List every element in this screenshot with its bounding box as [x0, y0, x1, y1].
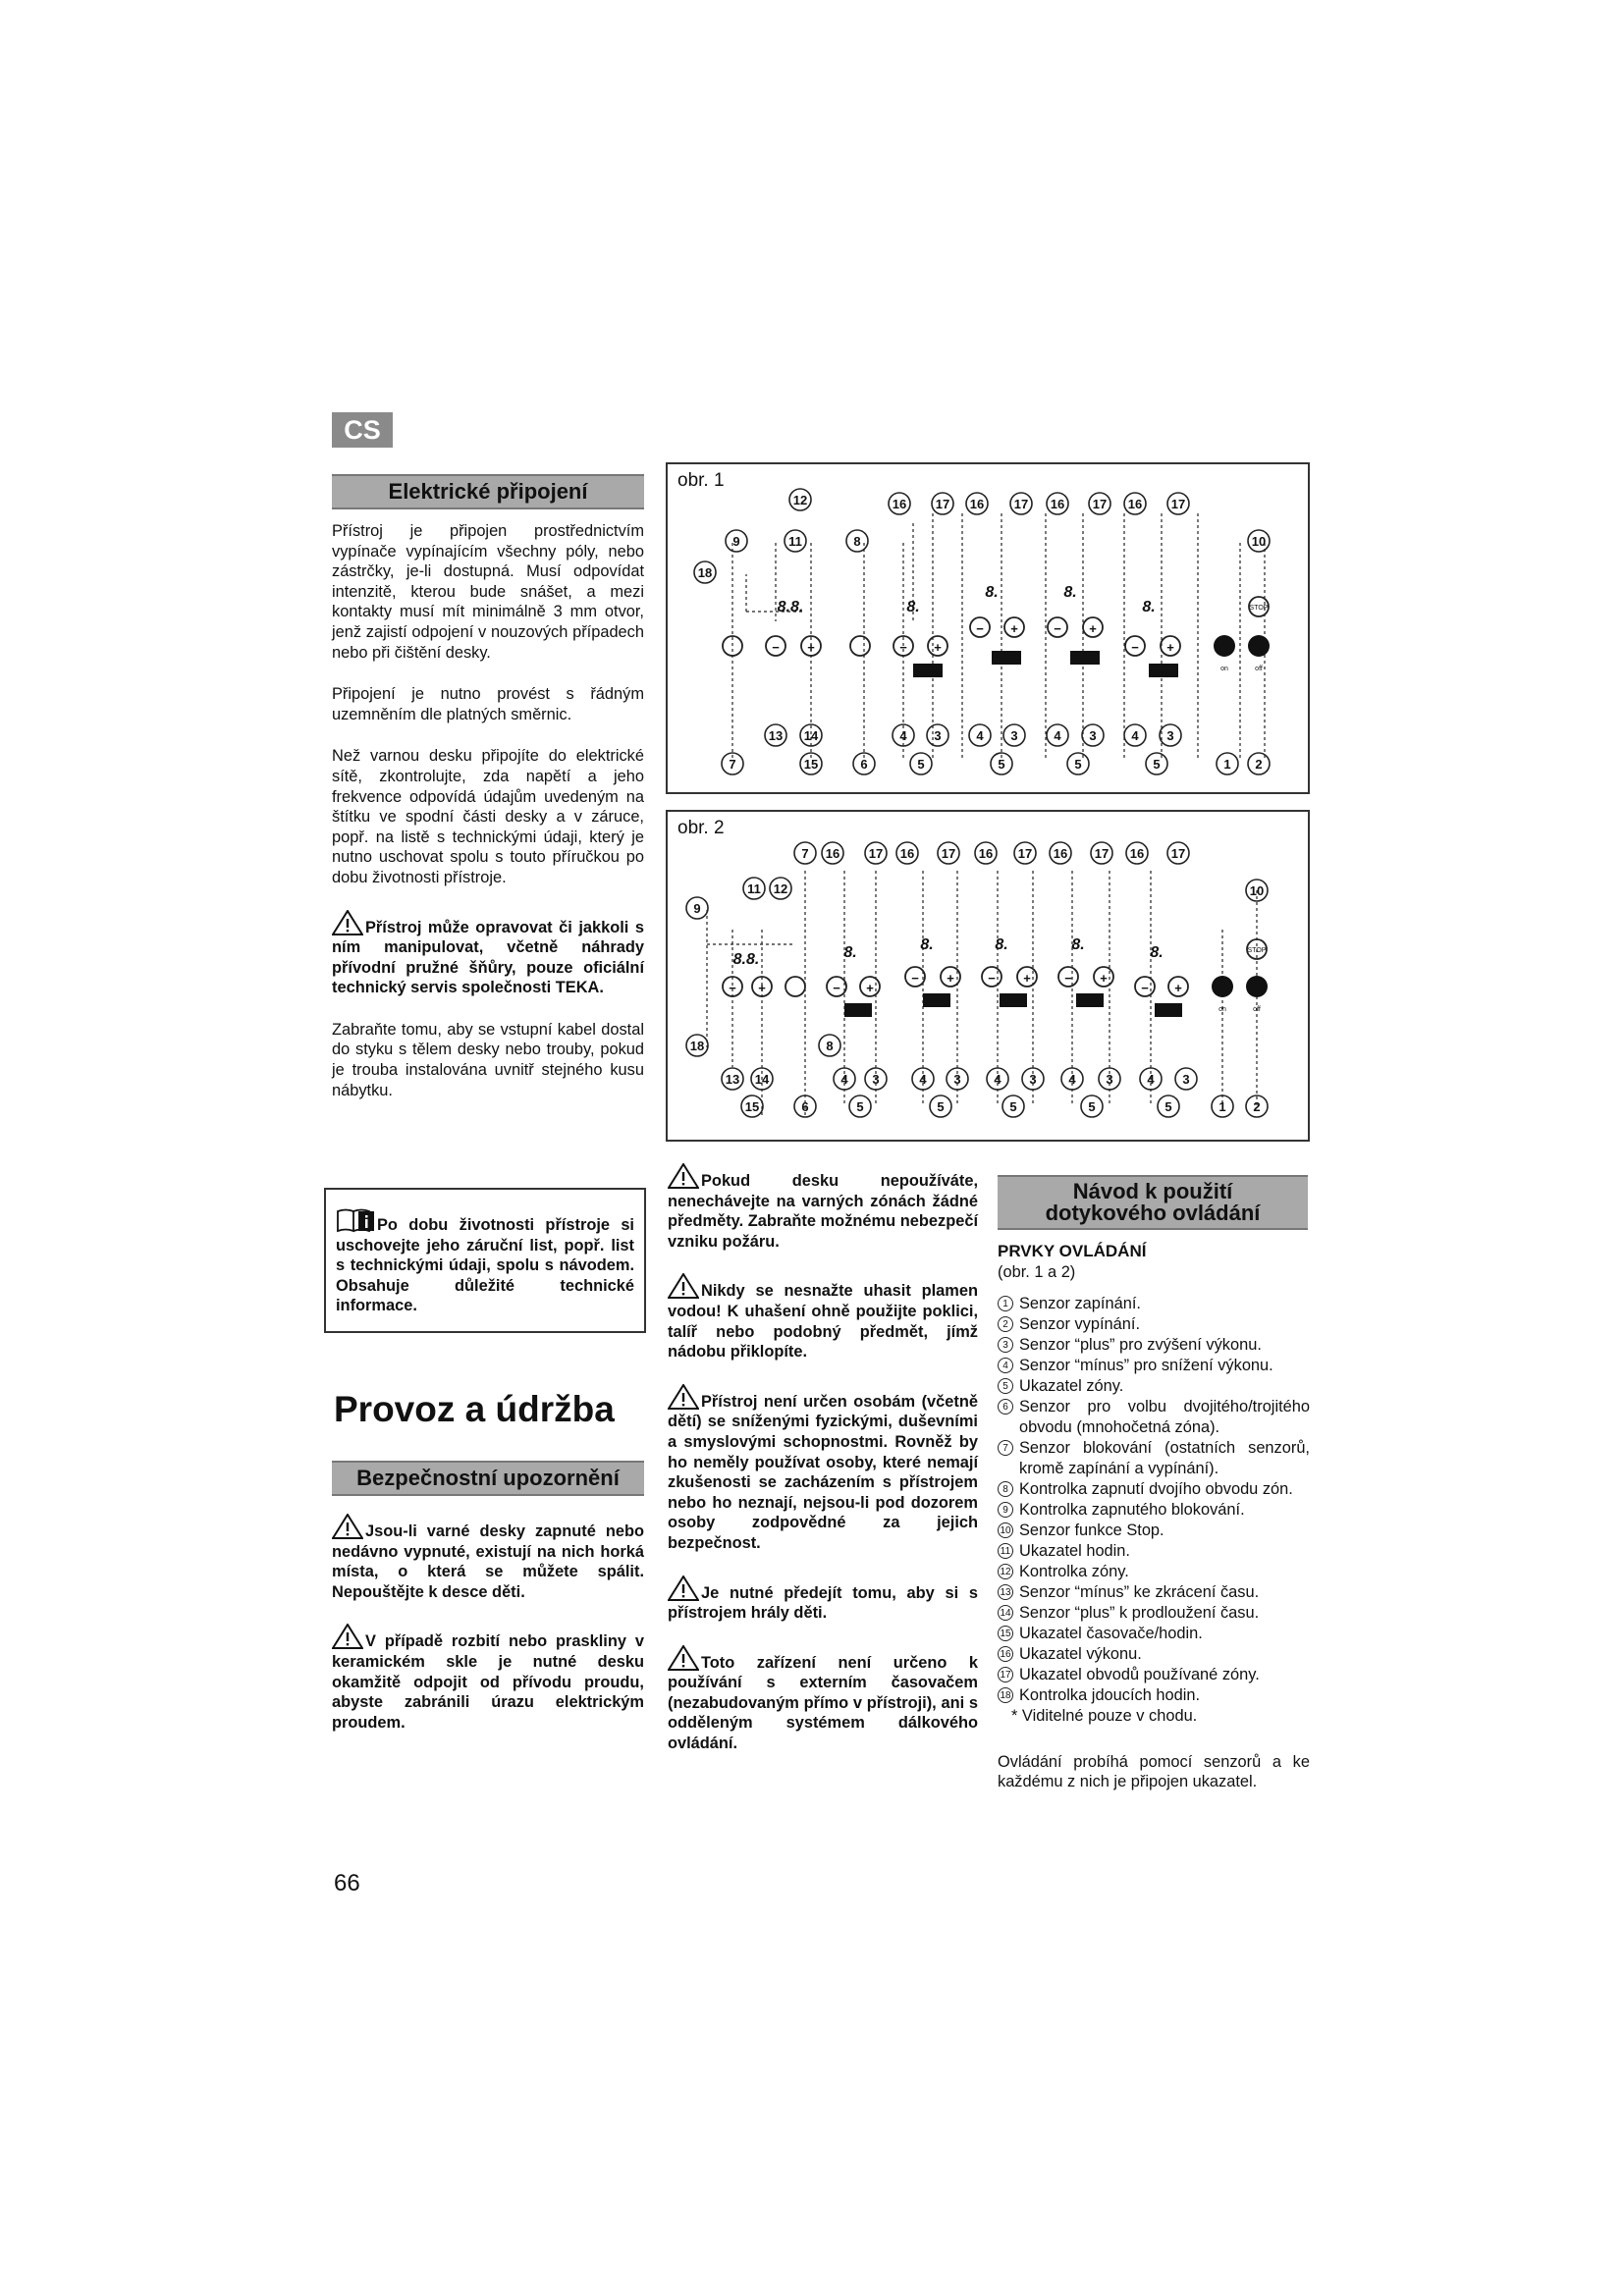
warning-text: Nikdy se nesnažte uhasit plamen vodou! K uhašení ohně použijte poklici, talíř nebo podobný předmět, jímž nádobu přiklopíte. — [668, 1282, 978, 1362]
svg-text:3: 3 — [1010, 728, 1018, 743]
svg-text:+: + — [947, 971, 954, 986]
legend-text: Senzor “mínus” ke zkrácení času. — [1019, 1583, 1260, 1602]
svg-text:+: + — [1100, 971, 1108, 986]
warning-paragraph — [332, 1514, 644, 1602]
warning-paragraph — [668, 1575, 978, 1624]
warning-icon — [332, 1624, 363, 1649]
legend-number-icon: 13 — [998, 1584, 1013, 1600]
svg-text:8.: 8. — [1063, 584, 1077, 601]
legend-item — [998, 1479, 1310, 1500]
svg-text:12: 12 — [792, 493, 808, 507]
svg-text:−: − — [988, 971, 996, 986]
svg-text:−: − — [976, 621, 984, 636]
svg-text:+: + — [1174, 981, 1182, 995]
language-tab: CS — [332, 412, 393, 448]
svg-text:18: 18 — [697, 565, 713, 580]
svg-text:8.8.: 8.8. — [777, 599, 804, 615]
svg-text:17: 17 — [1013, 497, 1029, 511]
svg-text:17: 17 — [1094, 846, 1110, 861]
legend-number-icon: 7 — [998, 1440, 1013, 1456]
legend-number-icon: 8 — [998, 1481, 1013, 1497]
svg-text:8.: 8. — [1142, 599, 1156, 615]
legend-number-icon: 12 — [998, 1564, 1013, 1579]
legend-number-icon: 16 — [998, 1646, 1013, 1662]
legend-number-icon: 18 — [998, 1687, 1013, 1703]
svg-text:−: − — [1054, 621, 1061, 636]
figure-reference: (obr. 1 a 2) — [998, 1262, 1076, 1281]
manual-info-icon — [336, 1207, 375, 1233]
legend-item — [998, 1438, 1310, 1479]
warning-icon — [668, 1645, 699, 1671]
svg-text:8.: 8. — [1071, 936, 1085, 953]
svg-text:17: 17 — [941, 846, 956, 861]
warning-text: Toto zařízení není určeno k používání s externím časovačem (nezabudovaným přímo v přístroji), ani s odděleným systémem dálkového ovládání. — [668, 1653, 978, 1753]
svg-text:3: 3 — [1029, 1072, 1037, 1087]
svg-text:3: 3 — [934, 728, 942, 743]
legend-item — [998, 1356, 1310, 1376]
svg-text:+: + — [758, 981, 766, 995]
on-label: on — [1218, 1006, 1226, 1013]
legend-text: Senzor blokování (ostatních senzorů, kromě zapínání a vypínání). — [1019, 1439, 1310, 1478]
svg-text:6: 6 — [860, 757, 868, 772]
title-line-2: dotykového ovládání — [1045, 1201, 1261, 1225]
closing-paragraph: Ovládání probíhá pomocí senzorů a ke každému z nich je připojen ukazatel. — [998, 1752, 1310, 1791]
svg-text:−: − — [899, 640, 907, 655]
svg-text:−: − — [1064, 971, 1072, 986]
figure-2 — [666, 810, 1310, 1142]
svg-text:8.: 8. — [920, 936, 934, 953]
legend-number-icon: 2 — [998, 1316, 1013, 1332]
svg-text:2: 2 — [1255, 757, 1263, 772]
legend-item — [998, 1582, 1310, 1603]
legend-text: Ukazatel výkonu. — [1019, 1645, 1142, 1664]
svg-text:8.: 8. — [906, 599, 920, 615]
info-box — [324, 1188, 646, 1333]
off-label: off — [1253, 1006, 1261, 1013]
svg-text:17: 17 — [1017, 846, 1033, 861]
svg-text:16: 16 — [969, 497, 985, 511]
legend-item — [998, 1685, 1310, 1706]
svg-text:8.: 8. — [1150, 944, 1164, 961]
svg-text:1: 1 — [1223, 757, 1231, 772]
svg-text:−: − — [772, 640, 780, 655]
warning-text: V případě rozbití nebo praskliny v keramickém skle je nutné desku okamžitě odpojit od přívodu proudu, abyste zabránili úrazu elektrickým proudem. — [332, 1632, 644, 1732]
svg-text:16: 16 — [978, 846, 994, 861]
svg-text:17: 17 — [935, 497, 950, 511]
section-title-touch — [998, 1175, 1308, 1230]
svg-text:10: 10 — [1249, 883, 1265, 898]
safety-text — [332, 1514, 644, 1754]
stop-label: STOP — [1249, 605, 1269, 612]
svg-text:8.: 8. — [843, 944, 857, 961]
svg-text:1: 1 — [1218, 1099, 1226, 1114]
section-title-electrical: Elektrické připojení — [332, 474, 644, 509]
legend-text: Ukazatel obvodů používané zóny. — [1019, 1666, 1260, 1684]
svg-text:8: 8 — [826, 1039, 834, 1053]
svg-text:4: 4 — [994, 1072, 1001, 1087]
svg-text:5: 5 — [1009, 1099, 1017, 1114]
legend-item — [998, 1314, 1310, 1335]
legend-item — [998, 1665, 1310, 1685]
svg-text:4: 4 — [919, 1072, 927, 1087]
svg-text:5: 5 — [1074, 757, 1082, 772]
legend-number-icon: 1 — [998, 1296, 1013, 1311]
svg-text:5: 5 — [937, 1099, 945, 1114]
legend-item — [998, 1521, 1310, 1541]
svg-text:4: 4 — [1068, 1072, 1076, 1087]
svg-text:5: 5 — [1088, 1099, 1096, 1114]
legend-item — [998, 1376, 1310, 1397]
paragraph: Přístroj je připojen prostřednictvím vypínače vypínajícím všechny póly, nebo zástrčky, je-li dostupná. Musí odpovídat intenzitě, kterou bude snášet, a mezi kontakty musí mít minimálně 3 mm otvor, jenž zajistí odpojení v nouzových případech nebo při čištění desky. — [332, 522, 644, 662]
legend-text: Senzor funkce Stop. — [1019, 1522, 1164, 1540]
legend-text: Senzor “mínus” pro snížení výkonu. — [1019, 1357, 1273, 1375]
svg-text:13: 13 — [725, 1072, 740, 1087]
paragraph: Zabraňte tomu, aby se vstupní kabel dostal do styku s tělem desky nebo trouby, pokud je trouba instalována uvnitř stejného kusu nábytku. — [332, 1020, 644, 1099]
svg-text:17: 17 — [1170, 846, 1186, 861]
chapter-title: Provoz a údržba — [334, 1389, 615, 1429]
svg-text:17: 17 — [1170, 497, 1186, 511]
legend-text: Senzor vypínání. — [1019, 1315, 1141, 1334]
svg-text:+: + — [934, 640, 942, 655]
svg-text:8: 8 — [853, 534, 861, 549]
warning-paragraph — [332, 910, 644, 998]
warning-paragraph — [332, 1624, 644, 1733]
legend-text: Kontrolka jdoucích hodin. — [1019, 1686, 1201, 1705]
warning-text: Přístroj není určen osobám (včetně dětí) se sníženými fyzickými, duševními a smyslovými schopnostmi. Rovněž by ho neměly používat osoby, které nemají zkušenosti se zacházením s přístrojem nebo ho neznají, nejsou-li pod dozorem osoby zodpovědné za jejich bezpečnost. — [668, 1392, 978, 1552]
svg-text:3: 3 — [953, 1072, 961, 1087]
svg-text:4: 4 — [1147, 1072, 1155, 1087]
svg-text:14: 14 — [754, 1072, 770, 1087]
warning-text: Je nutné předejít tomu, aby si s přístrojem hrály děti. — [668, 1583, 978, 1623]
legend-number-icon: 15 — [998, 1626, 1013, 1641]
svg-text:12: 12 — [773, 881, 788, 896]
svg-text:11: 11 — [788, 534, 802, 549]
svg-text:−: − — [1131, 640, 1139, 655]
svg-text:16: 16 — [892, 497, 907, 511]
svg-text:3: 3 — [1166, 728, 1174, 743]
svg-text:+: + — [1010, 621, 1018, 636]
legend-item — [998, 1500, 1310, 1521]
svg-text:16: 16 — [825, 846, 840, 861]
svg-text:4: 4 — [1054, 728, 1061, 743]
svg-text:10: 10 — [1251, 534, 1267, 549]
warning-icon — [668, 1273, 699, 1299]
warning-paragraph — [668, 1163, 978, 1252]
legend-text: Senzor zapínání. — [1019, 1295, 1141, 1313]
svg-text:5: 5 — [1164, 1099, 1172, 1114]
legend-number-icon: 17 — [998, 1667, 1013, 1682]
svg-text:9: 9 — [693, 901, 701, 916]
legend-number-icon: 4 — [998, 1358, 1013, 1373]
legend-item — [998, 1335, 1310, 1356]
middle-warnings — [668, 1163, 978, 1776]
stop-label: STOP — [1247, 947, 1267, 954]
legend-text: Ukazatel časovače/hodin. — [1019, 1625, 1203, 1643]
svg-text:+: + — [1023, 971, 1031, 986]
title-line-1: Návod k použití — [1072, 1179, 1233, 1203]
touch-controls-text — [998, 1242, 1310, 1814]
svg-text:−: − — [729, 981, 736, 995]
svg-text:5: 5 — [917, 757, 925, 772]
svg-text:8.: 8. — [985, 584, 999, 601]
legend-text: Ukazatel zóny. — [1019, 1377, 1124, 1396]
svg-text:4: 4 — [899, 728, 907, 743]
legend-text: Senzor “plus” pro zvýšení výkonu. — [1019, 1336, 1262, 1355]
warning-icon — [668, 1384, 699, 1410]
figure-1 — [666, 462, 1310, 794]
controls-heading: PRVKY OVLÁDÁNÍ — [998, 1242, 1147, 1260]
warning-icon — [332, 910, 363, 935]
svg-text:−: − — [833, 981, 840, 995]
svg-text:15: 15 — [803, 757, 819, 772]
control-panel-diagram-1 — [668, 464, 1308, 792]
svg-text:8.: 8. — [995, 936, 1008, 953]
control-panel-diagram-2 — [668, 812, 1308, 1140]
legend-number-icon: 9 — [998, 1502, 1013, 1518]
legend-text: Ukazatel hodin. — [1019, 1542, 1130, 1561]
svg-text:3: 3 — [1182, 1072, 1190, 1087]
paragraph: Než varnou desku připojíte do elektrické sítě, zkontrolujte, zda napětí a jeho frekvence odpovídá údajům uvedeným na štítku ve spodní části desky a v záruce, popř. na listě s technickými údaji, který je nutno uschovat spolu s touto příručkou po dobu životnosti přístroje. — [332, 747, 644, 886]
electrical-text — [332, 521, 644, 1122]
legend-item — [998, 1397, 1310, 1438]
footnote: * Viditelné pouze v chodu. — [1011, 1707, 1198, 1726]
svg-text:16: 16 — [1129, 846, 1145, 861]
svg-text:9: 9 — [732, 534, 740, 549]
legend-item — [998, 1541, 1310, 1562]
svg-text:14: 14 — [803, 728, 819, 743]
legend-item — [998, 1603, 1310, 1624]
svg-text:16: 16 — [1127, 497, 1143, 511]
legend-number-icon: 3 — [998, 1337, 1013, 1353]
svg-text:4: 4 — [1131, 728, 1139, 743]
svg-text:17: 17 — [868, 846, 884, 861]
warning-icon — [668, 1163, 699, 1189]
legend-number-icon: 10 — [998, 1522, 1013, 1538]
svg-text:5: 5 — [1153, 757, 1161, 772]
off-label: off — [1255, 666, 1263, 672]
paragraph: Připojení je nutno provést s řádným uzemněním dle platných směrnic. — [332, 685, 644, 723]
svg-text:3: 3 — [1089, 728, 1097, 743]
svg-text:16: 16 — [899, 846, 915, 861]
legend-text: Senzor “plus” k prodloužení času. — [1019, 1604, 1260, 1623]
svg-text:5: 5 — [856, 1099, 864, 1114]
legend-text: Kontrolka zapnutí dvojího obvodu zón. — [1019, 1480, 1293, 1499]
figure-label: obr. 1 — [677, 470, 725, 491]
svg-text:+: + — [1166, 640, 1174, 655]
legend-text: Kontrolka zapnutého blokování. — [1019, 1501, 1245, 1520]
warning-text: Pokud desku nepoužíváte, nenechávejte na varných zónách žádné předměty. Zabraňte možnému nebezpečí vzniku požáru. — [668, 1172, 978, 1251]
warning-paragraph — [668, 1645, 978, 1754]
svg-text:+: + — [807, 640, 815, 655]
warning-text: Přístroj může opravovat či jakkoli s ním manipulovat, včetně náhrady přívodní pružné šňůry, pouze oficiální technický servis společnosti TEKA. — [332, 918, 644, 997]
warning-text: Jsou-li varné desky zapnuté nebo nedávno vypnuté, existují na nich horká místa, o která se můžete spálit. Nepouštějte k desce děti. — [332, 1522, 644, 1601]
svg-text:17: 17 — [1092, 497, 1108, 511]
legend-item — [998, 1644, 1310, 1665]
section-title-safety: Bezpečnostní upozornění — [332, 1461, 644, 1496]
svg-text:8.8.: 8.8. — [732, 951, 760, 968]
svg-text:15: 15 — [744, 1099, 760, 1114]
svg-text:18: 18 — [689, 1039, 705, 1053]
legend-item — [998, 1294, 1310, 1314]
svg-text:6: 6 — [801, 1099, 809, 1114]
legend-item — [998, 1562, 1310, 1582]
legend-number-icon: 5 — [998, 1378, 1013, 1394]
controls-legend — [998, 1294, 1310, 1706]
svg-text:4: 4 — [840, 1072, 848, 1087]
legend-text: Senzor pro volbu dvojitého/trojitého obvodu (mnohočetná zóna). — [1019, 1398, 1310, 1437]
svg-text:−: − — [1141, 981, 1149, 995]
info-text: Po dobu životnosti přístroje si uschovejte jeho záruční list, popř. list s technickými údaji, spolu s návodem. Obsahuje důležité technické informace. — [336, 1216, 634, 1315]
legend-number-icon: 6 — [998, 1399, 1013, 1415]
legend-item — [998, 1624, 1310, 1644]
svg-text:16: 16 — [1053, 846, 1068, 861]
svg-text:7: 7 — [801, 846, 809, 861]
svg-text:+: + — [1089, 621, 1097, 636]
svg-text:5: 5 — [998, 757, 1005, 772]
svg-text:4: 4 — [976, 728, 984, 743]
svg-text:7: 7 — [729, 757, 736, 772]
page-number: 66 — [334, 1870, 360, 1896]
svg-text:3: 3 — [872, 1072, 880, 1087]
warning-paragraph — [668, 1273, 978, 1362]
on-label: on — [1220, 666, 1228, 672]
warning-icon — [332, 1514, 363, 1539]
svg-text:16: 16 — [1050, 497, 1065, 511]
legend-number-icon: 11 — [998, 1543, 1013, 1559]
svg-text:−: − — [911, 971, 919, 986]
svg-text:2: 2 — [1253, 1099, 1261, 1114]
legend-text: Kontrolka zóny. — [1019, 1563, 1129, 1581]
svg-text:11: 11 — [747, 881, 761, 896]
svg-text:13: 13 — [768, 728, 784, 743]
svg-text:3: 3 — [1106, 1072, 1113, 1087]
legend-number-icon: 14 — [998, 1605, 1013, 1621]
svg-text:+: + — [866, 981, 874, 995]
warning-icon — [668, 1575, 699, 1601]
figure-label: obr. 2 — [677, 818, 725, 838]
warning-paragraph — [668, 1384, 978, 1554]
